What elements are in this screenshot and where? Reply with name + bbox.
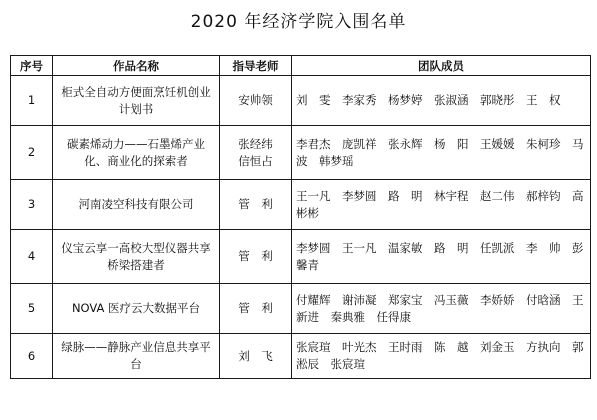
table-row (11, 334, 591, 379)
work-name: 河南凌空科技有限公司 (53, 180, 220, 230)
team-members: 付耀辉 谢沛凝 郑家宝 冯玉薇 李娇娇 付晗涵 王新进 秦典雅 任得康 (292, 284, 591, 334)
row-index: 5 (11, 284, 53, 334)
advisor-name: 安帅领 (220, 76, 292, 126)
team-members: 王一凡 李梦圆 路 明 林宇程 赵二伟 郝梓钧 高彬彬 (292, 180, 591, 230)
work-name: 仪宝云享一高校大型仪器共享桥梁搭建者 (53, 230, 220, 284)
advisor-name: 刘 飞 (220, 334, 292, 379)
table-header-row (11, 56, 591, 76)
work-name: 绿脉——静脉产业信息共享平台 (53, 334, 220, 379)
header-advisor: 指导老师 (220, 56, 292, 76)
work-name: 柜式全自动方便面烹饪机创业计划书 (53, 76, 220, 126)
row-index: 1 (11, 76, 53, 126)
table-row (11, 284, 591, 334)
team-members: 李君杰 庞凯祥 张永辉 杨 阳 王媛媛 朱柯珍 马 波 韩梦瑶 (292, 126, 591, 180)
table-row (11, 180, 591, 230)
advisor-name: 管 利 (220, 180, 292, 230)
page-title: 2020 年经济学院入围名单 (190, 12, 407, 32)
table-row (11, 230, 591, 284)
table-row (11, 126, 591, 180)
advisor-name: 张经纬 信恒占 (220, 126, 292, 180)
advisor-name: 管 利 (220, 284, 292, 334)
team-members: 刘 雯 李家秀 杨梦婷 张淑涵 郭晓彤 王 权 (292, 76, 591, 126)
row-index: 2 (11, 126, 53, 180)
finalist-table (10, 55, 595, 379)
work-name: 碳素烯动力——石墨烯产业化、商业化的探索者 (53, 126, 220, 180)
row-index: 4 (11, 230, 53, 284)
team-members: 李梦圆 王一凡 温家敏 路 明 任凯派 李 帅 彭馨青 (292, 230, 591, 284)
header-index: 序号 (11, 56, 53, 76)
row-index: 3 (11, 180, 53, 230)
advisor-name: 管 利 (220, 230, 292, 284)
header-team-members: 团队成员 (292, 56, 591, 76)
team-members: 张宸瑄 叶光杰 王时雨 陈 越 刘金玉 方执向 郭淞辰 张宸瑄 (292, 334, 591, 379)
table-row (11, 76, 591, 126)
row-index: 6 (11, 334, 53, 379)
header-work-name: 作品名称 (53, 56, 220, 76)
work-name: NOVA 医疗云大数据平台 (53, 284, 220, 334)
